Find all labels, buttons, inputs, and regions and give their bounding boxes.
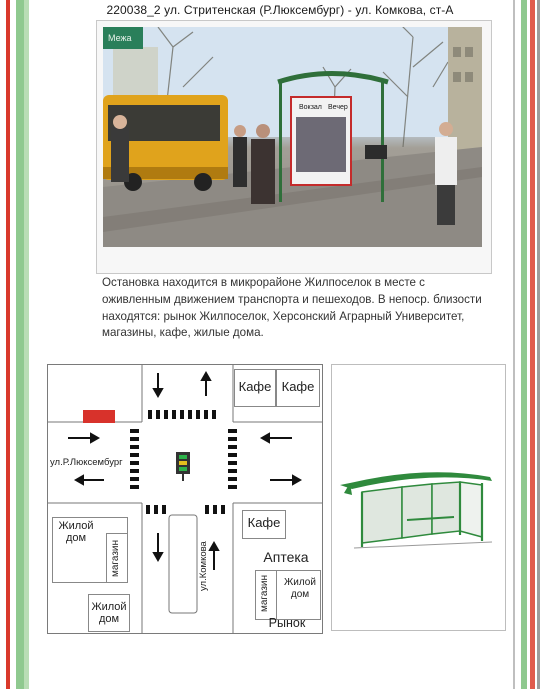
- poster-text-2: Вечер: [328, 104, 348, 111]
- right-green-stripe: [521, 0, 527, 689]
- left-green-stripe: [16, 0, 24, 689]
- bus-stop-marker: [83, 410, 115, 423]
- description-line: находятся: рынок Жилпоселок, Херсонский Аграрный Университет,: [102, 309, 465, 323]
- left-light-green-stripe: [24, 0, 29, 689]
- right-red-stripe: [530, 0, 535, 689]
- pharmacy-label: Аптека: [263, 549, 309, 565]
- housing-label: Жилой дом: [284, 577, 316, 600]
- right-grey-stripe: [537, 0, 540, 689]
- cafe-label: Кафе: [238, 379, 272, 394]
- right-grey-line: [513, 0, 515, 689]
- bus-stop-scene: [103, 27, 482, 247]
- shop-label: магазин: [259, 574, 270, 612]
- market-label: Рынок: [268, 616, 306, 630]
- page-title: 220038_2 ул. Стритенская (Р.Люксембург) - ул. Комкова, ст-А: [106, 3, 454, 17]
- left-red-stripe: [6, 0, 10, 689]
- description-line: Остановка находится в микрорайоне Жилпоселок в месте с: [102, 276, 425, 289]
- cafe-label: Кафе: [281, 379, 315, 394]
- shop-label: магазин: [110, 539, 121, 577]
- bus-shelter-illustration: [332, 365, 505, 630]
- shelter-drawing-panel: [331, 364, 506, 631]
- bus-stop-photo: [103, 27, 482, 247]
- description-line: магазины, кафе, жилые дома.: [102, 326, 264, 340]
- shop-sign-text: Межа: [108, 33, 132, 43]
- location-map: [47, 364, 323, 634]
- cafe-label: Кафе: [247, 515, 281, 530]
- stop-description: [102, 275, 502, 342]
- street-label-komkova: ул.Комкова: [198, 541, 209, 591]
- housing-label: Жилой дом: [58, 520, 94, 544]
- left-white-stripe: [13, 0, 15, 689]
- description-line: оживленным движением транспорта и пешеходов. В непоср. близости: [102, 292, 482, 306]
- poster-text-1: Вокзал: [299, 104, 322, 111]
- traffic-light-icon: [176, 452, 190, 481]
- street-label-luxembourg: ул.Р.Люксембург: [50, 457, 123, 468]
- housing-label: Жилой дом: [91, 601, 127, 625]
